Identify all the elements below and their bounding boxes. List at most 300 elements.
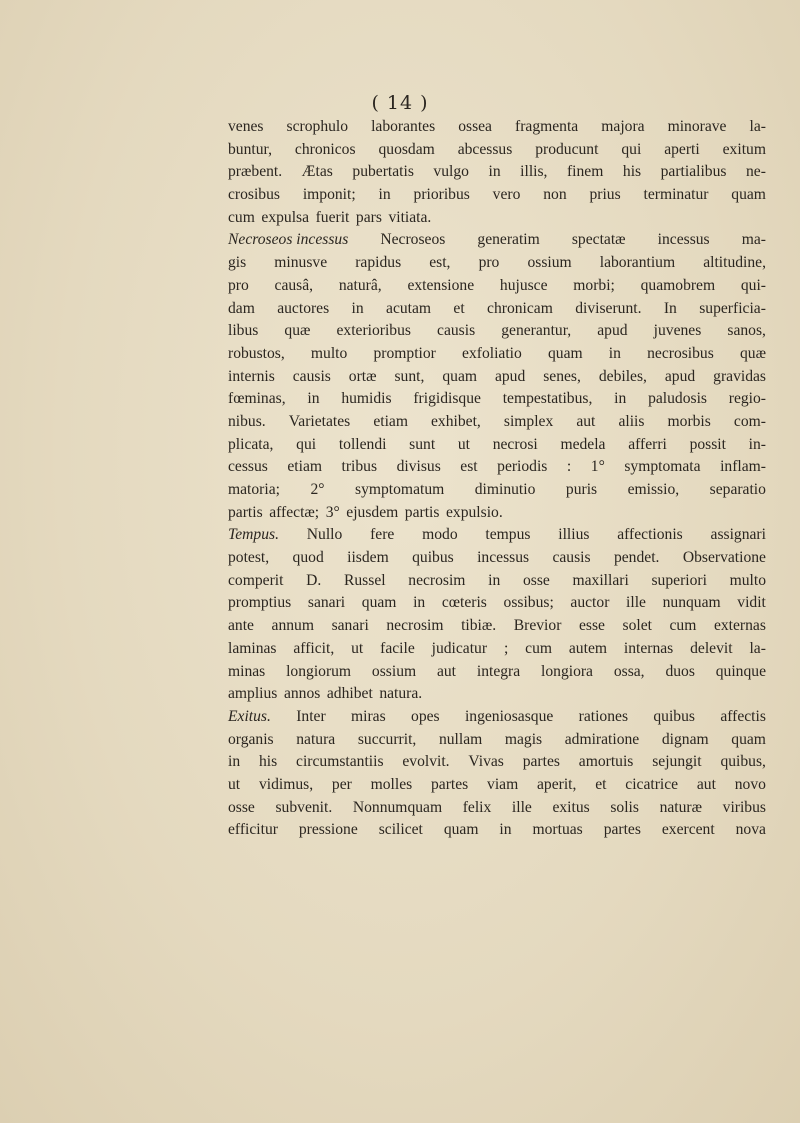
word: chronicam bbox=[487, 299, 553, 317]
word: nova bbox=[735, 821, 766, 839]
text-line bbox=[228, 388, 766, 411]
word: admiratione bbox=[564, 730, 640, 748]
word: annos bbox=[283, 685, 321, 703]
word: necrosim bbox=[386, 617, 444, 635]
word: altitudine, bbox=[703, 254, 766, 272]
word: apud bbox=[494, 367, 526, 385]
word: naturâ, bbox=[338, 276, 382, 294]
word: comperit bbox=[228, 571, 284, 589]
word: Nullo bbox=[306, 526, 343, 544]
text-line bbox=[228, 320, 766, 343]
word: cum bbox=[228, 208, 255, 226]
word: exfoliatio bbox=[462, 344, 522, 362]
word: diminutio bbox=[474, 481, 536, 498]
text-line bbox=[228, 275, 766, 298]
word: 3° bbox=[325, 503, 340, 521]
word: ossibus; bbox=[503, 594, 554, 612]
word: opes bbox=[411, 707, 440, 725]
text-line bbox=[228, 706, 766, 729]
word: necrosibus bbox=[647, 344, 714, 362]
word: fere bbox=[370, 526, 395, 544]
word: 2° bbox=[310, 481, 325, 498]
word: crosibus bbox=[228, 186, 280, 204]
word: quibus bbox=[653, 707, 695, 725]
word: sunt bbox=[409, 435, 436, 453]
word: exercent bbox=[661, 821, 715, 839]
word: qui- bbox=[740, 276, 766, 294]
text-line bbox=[228, 751, 766, 774]
word: molles bbox=[370, 775, 413, 793]
word: inflam- bbox=[720, 458, 766, 476]
word: amortuis bbox=[578, 753, 634, 771]
word: sunt, bbox=[394, 367, 425, 385]
text-line bbox=[228, 434, 766, 457]
word: longiorum bbox=[286, 662, 352, 680]
word: aut bbox=[436, 662, 457, 680]
word: finem bbox=[566, 163, 604, 181]
word: his bbox=[258, 753, 278, 771]
word: laborantium bbox=[599, 254, 676, 272]
word: externas bbox=[713, 617, 766, 635]
word: sanos, bbox=[727, 322, 766, 340]
word: gravidas bbox=[713, 367, 766, 385]
word: aut bbox=[576, 412, 596, 430]
word: modo bbox=[422, 526, 458, 544]
text-line bbox=[228, 252, 766, 275]
word: exterioribus bbox=[336, 322, 411, 340]
word: judicatur bbox=[431, 639, 488, 657]
word: nunquam bbox=[662, 594, 721, 612]
word: felix bbox=[462, 798, 492, 816]
word: quam bbox=[443, 821, 479, 839]
word: quibus bbox=[412, 549, 454, 567]
word: hujusce bbox=[499, 276, 548, 294]
word: quam bbox=[361, 594, 397, 612]
word: extensione bbox=[407, 276, 475, 294]
word: debiles, bbox=[598, 367, 647, 385]
word: novo bbox=[734, 775, 766, 793]
word: amplius bbox=[228, 685, 278, 703]
word: terminatur bbox=[643, 186, 709, 204]
word: diviserunt. bbox=[575, 299, 642, 317]
word: expulsa bbox=[261, 208, 310, 226]
word: laminas bbox=[228, 639, 277, 657]
word: emissio, bbox=[627, 481, 680, 498]
word: minorave bbox=[667, 118, 727, 135]
word: in bbox=[413, 594, 426, 612]
word: Nonnumquam bbox=[352, 798, 443, 816]
text-line bbox=[228, 819, 766, 842]
word: causis bbox=[552, 549, 591, 567]
word: vidimus, bbox=[258, 775, 314, 793]
word: circumstantiis bbox=[296, 753, 384, 771]
word: per bbox=[331, 775, 352, 793]
word: pro bbox=[228, 276, 249, 294]
word: tempus bbox=[485, 526, 531, 544]
word: iisdem bbox=[347, 549, 389, 567]
word: cœteris bbox=[441, 594, 487, 612]
word: laborantes bbox=[371, 118, 436, 135]
word: aperit, bbox=[537, 775, 577, 793]
word: expulsio. bbox=[446, 503, 503, 521]
word: partialibus bbox=[660, 163, 727, 181]
word: partes bbox=[431, 775, 469, 793]
text-line bbox=[228, 184, 766, 207]
word: nibus. bbox=[228, 412, 266, 430]
word: ossium bbox=[371, 662, 417, 680]
word: in bbox=[228, 753, 241, 771]
word: chronicos bbox=[294, 140, 356, 158]
word: cicatrice bbox=[625, 775, 679, 793]
text-line bbox=[228, 116, 766, 139]
word: exhibet, bbox=[431, 412, 481, 430]
word: pressione bbox=[298, 821, 358, 839]
word: In bbox=[663, 299, 677, 317]
word: pubertatis bbox=[352, 163, 414, 181]
word: gis bbox=[228, 254, 247, 272]
word: periodis bbox=[497, 458, 548, 476]
word: D. bbox=[306, 571, 322, 589]
text-line bbox=[228, 729, 766, 752]
word: qui bbox=[621, 140, 642, 158]
word: quinque bbox=[715, 662, 766, 680]
word: assignari bbox=[710, 526, 766, 544]
text-line bbox=[228, 479, 766, 502]
word: ut bbox=[351, 639, 364, 657]
word: ne- bbox=[745, 163, 766, 181]
word: est bbox=[460, 458, 478, 476]
word: juvenes bbox=[653, 322, 702, 340]
word: potest, bbox=[228, 549, 270, 567]
section-lead: Tempus. bbox=[228, 526, 279, 544]
word: miras bbox=[351, 707, 386, 725]
word: in bbox=[488, 163, 501, 181]
text-line bbox=[228, 229, 766, 252]
word: superficia- bbox=[699, 299, 766, 317]
word: partes bbox=[522, 753, 560, 771]
word: incessus bbox=[477, 549, 530, 567]
word: necrosim bbox=[408, 571, 466, 589]
word: producunt bbox=[535, 140, 599, 158]
word: et bbox=[453, 299, 465, 317]
word: : bbox=[566, 458, 572, 476]
word: causis bbox=[437, 322, 476, 340]
word: divisus bbox=[396, 458, 441, 476]
word: necrosi bbox=[492, 435, 538, 453]
word: pro bbox=[478, 254, 500, 272]
text-line bbox=[228, 161, 766, 184]
word: Brevior bbox=[513, 617, 562, 635]
word: acutam bbox=[386, 299, 432, 317]
word: ille bbox=[626, 594, 646, 612]
word: nullam bbox=[438, 730, 483, 748]
word: annum bbox=[271, 617, 314, 635]
word: affectionis bbox=[617, 526, 683, 544]
word: quamobrem bbox=[640, 276, 716, 294]
text-line bbox=[228, 456, 766, 479]
word: 1° bbox=[590, 458, 605, 476]
word: maxillari bbox=[572, 571, 629, 589]
word: exitum bbox=[722, 140, 766, 158]
text-line bbox=[228, 797, 766, 820]
word: sanari bbox=[307, 594, 346, 612]
word: symptomata bbox=[624, 458, 701, 476]
word: simplex bbox=[503, 412, 554, 430]
word: aperti bbox=[664, 140, 700, 158]
word: Observatione bbox=[682, 549, 766, 567]
word: quam bbox=[731, 186, 766, 204]
word: succurrit, bbox=[357, 730, 417, 748]
word: spectatæ bbox=[571, 231, 626, 249]
word: quam bbox=[731, 730, 766, 748]
word: partes bbox=[603, 821, 641, 839]
word: sejungit bbox=[652, 753, 702, 771]
word: ante bbox=[228, 617, 254, 635]
word: solet bbox=[622, 617, 652, 635]
word: quam bbox=[547, 344, 583, 362]
word: partis bbox=[228, 503, 263, 521]
word: possit bbox=[689, 435, 726, 453]
word: quod bbox=[292, 549, 324, 567]
word: præbent. bbox=[228, 163, 283, 181]
word: auctor bbox=[570, 594, 610, 612]
text-line bbox=[228, 547, 766, 570]
word: vero bbox=[492, 186, 521, 204]
word: dignam bbox=[661, 730, 709, 748]
word: affectis bbox=[720, 707, 766, 725]
word: partis bbox=[404, 503, 440, 521]
word: causis bbox=[292, 367, 331, 385]
word: com- bbox=[733, 412, 766, 430]
word: pendet. bbox=[613, 549, 660, 567]
word: robustos, bbox=[228, 344, 285, 362]
word: ingeniosasque bbox=[464, 707, 554, 725]
word: Vivas bbox=[468, 753, 504, 771]
word: Necroseos bbox=[380, 231, 446, 249]
word: in bbox=[307, 390, 320, 408]
word: subvenit. bbox=[275, 798, 333, 816]
word: viribus bbox=[722, 798, 766, 816]
word: ossium bbox=[527, 254, 572, 272]
word: venes bbox=[228, 118, 264, 135]
text-line bbox=[228, 343, 766, 366]
word: ma- bbox=[741, 231, 766, 249]
word: quam bbox=[442, 367, 477, 385]
word: quibus, bbox=[720, 753, 766, 771]
word: ossea bbox=[458, 118, 492, 135]
word: vitiata. bbox=[388, 208, 432, 226]
word: adhibet bbox=[326, 685, 373, 703]
word: paludosis bbox=[648, 390, 707, 408]
word: solis bbox=[610, 798, 639, 816]
word: ossa, bbox=[613, 662, 645, 680]
word: buntur, bbox=[228, 140, 272, 158]
word: ille bbox=[511, 798, 532, 816]
word: ejusdem bbox=[346, 503, 399, 521]
word: morbis bbox=[667, 412, 711, 430]
word: his bbox=[622, 163, 642, 181]
word: in- bbox=[748, 435, 766, 453]
text-line bbox=[228, 366, 766, 389]
word: in bbox=[499, 821, 512, 839]
section-lead: Exitus. bbox=[228, 707, 271, 725]
word: ortæ bbox=[348, 367, 377, 385]
word: illius bbox=[558, 526, 590, 544]
word: dam bbox=[228, 299, 255, 317]
word: exitus bbox=[552, 798, 590, 816]
word: vulgo bbox=[433, 163, 469, 181]
body-text bbox=[228, 116, 766, 842]
section-lead: Necroseos incessus bbox=[228, 231, 349, 249]
word: humidis bbox=[341, 390, 392, 408]
word: in bbox=[378, 186, 391, 204]
word: facile bbox=[380, 639, 415, 657]
word: osse bbox=[228, 798, 255, 816]
word: cum bbox=[669, 617, 697, 635]
word: matoria; bbox=[228, 481, 280, 498]
word: sanari bbox=[331, 617, 369, 635]
text-line bbox=[228, 615, 766, 638]
word: internis bbox=[228, 367, 275, 385]
word: naturæ bbox=[659, 798, 703, 816]
word: morbi; bbox=[573, 276, 615, 294]
word: quæ bbox=[284, 322, 311, 340]
text-line bbox=[228, 570, 766, 593]
word: auctores bbox=[277, 299, 330, 317]
word: promptior bbox=[373, 344, 436, 362]
word: incessus bbox=[657, 231, 710, 249]
word: causâ, bbox=[274, 276, 314, 294]
word: puris bbox=[565, 481, 598, 498]
word: symptomatum bbox=[355, 481, 445, 498]
word: esse bbox=[578, 617, 605, 635]
word: rapidus bbox=[355, 254, 402, 272]
word: affectæ; bbox=[269, 503, 320, 521]
word: est, bbox=[429, 254, 451, 272]
word: evolvit. bbox=[402, 753, 450, 771]
word: duos bbox=[665, 662, 695, 680]
word: tribus bbox=[341, 458, 378, 476]
word: Inter bbox=[296, 707, 326, 725]
word: prius bbox=[589, 186, 621, 204]
word: magis bbox=[504, 730, 543, 748]
word: plicata, bbox=[228, 435, 274, 453]
word: prioribus bbox=[413, 186, 470, 204]
word: vidit bbox=[737, 594, 766, 612]
text-line bbox=[228, 638, 766, 661]
word: integra bbox=[476, 662, 521, 680]
word: osse bbox=[522, 571, 550, 589]
word: illis, bbox=[520, 163, 548, 181]
word: in bbox=[614, 390, 627, 408]
word: aut bbox=[696, 775, 716, 793]
word: tempestatibus, bbox=[502, 390, 593, 408]
word: scilicet bbox=[378, 821, 423, 839]
word: generatim bbox=[477, 231, 540, 249]
word: senes, bbox=[543, 367, 581, 385]
word: quosdam bbox=[378, 140, 435, 158]
text-line bbox=[228, 774, 766, 797]
word: apud bbox=[597, 322, 628, 340]
text-line bbox=[228, 524, 766, 547]
word: superiori bbox=[651, 571, 707, 589]
word: multo bbox=[310, 344, 348, 362]
word: ut bbox=[457, 435, 471, 453]
word: apud bbox=[664, 367, 696, 385]
word: pars bbox=[355, 208, 382, 226]
word: Varietates bbox=[288, 412, 351, 430]
word: abcessus bbox=[457, 140, 513, 158]
word: organis bbox=[228, 730, 274, 748]
page-number: ( 14 ) bbox=[371, 92, 429, 114]
word: separatio bbox=[709, 481, 766, 498]
word: frigidisque bbox=[413, 390, 481, 408]
word: efficitur bbox=[228, 821, 278, 839]
word: viam bbox=[487, 775, 519, 793]
word: afficit, bbox=[293, 639, 335, 657]
word: Russel bbox=[343, 571, 386, 589]
word: longiora bbox=[541, 662, 593, 680]
word: in bbox=[488, 571, 501, 589]
word: in bbox=[608, 344, 621, 362]
word: tibiæ. bbox=[461, 617, 497, 635]
text-line bbox=[228, 298, 766, 321]
word: libus bbox=[228, 322, 259, 340]
word: aliis bbox=[618, 412, 645, 430]
word: delevit bbox=[690, 639, 733, 657]
word: autem bbox=[568, 639, 607, 657]
text-line bbox=[228, 683, 766, 706]
word: ; bbox=[503, 639, 509, 657]
word: rationes bbox=[578, 707, 629, 725]
word: medela bbox=[560, 435, 606, 453]
word: quæ bbox=[739, 344, 766, 362]
word: cum bbox=[525, 639, 553, 657]
word: majora bbox=[601, 118, 645, 135]
word: ut bbox=[228, 775, 241, 793]
word: la- bbox=[749, 118, 766, 135]
word: fuerit bbox=[315, 208, 350, 226]
word: internas bbox=[623, 639, 674, 657]
word: imponit; bbox=[302, 186, 356, 204]
word: etiam bbox=[287, 458, 323, 476]
text-line bbox=[228, 207, 766, 230]
text-line bbox=[228, 502, 766, 525]
word: afferri bbox=[628, 435, 667, 453]
word: natura. bbox=[379, 685, 423, 703]
word: qui bbox=[296, 435, 317, 453]
word: generantur, bbox=[501, 322, 572, 340]
word: mortuas bbox=[532, 821, 583, 839]
word: tollendi bbox=[338, 435, 387, 453]
text-line bbox=[228, 592, 766, 615]
word: non bbox=[543, 186, 567, 204]
text-line bbox=[228, 139, 766, 162]
word: fragmenta bbox=[515, 118, 579, 135]
text-line bbox=[228, 661, 766, 684]
text-line bbox=[228, 411, 766, 434]
word: scrophulo bbox=[286, 118, 349, 135]
word: cessus bbox=[228, 458, 268, 476]
word: natura bbox=[296, 730, 336, 748]
word: minusve bbox=[274, 254, 328, 272]
word: la- bbox=[749, 639, 766, 657]
word: etiam bbox=[373, 412, 408, 430]
word: et bbox=[595, 775, 607, 793]
word: promptius bbox=[228, 594, 292, 612]
word: regio- bbox=[728, 390, 766, 408]
word: Ætas bbox=[301, 163, 333, 181]
